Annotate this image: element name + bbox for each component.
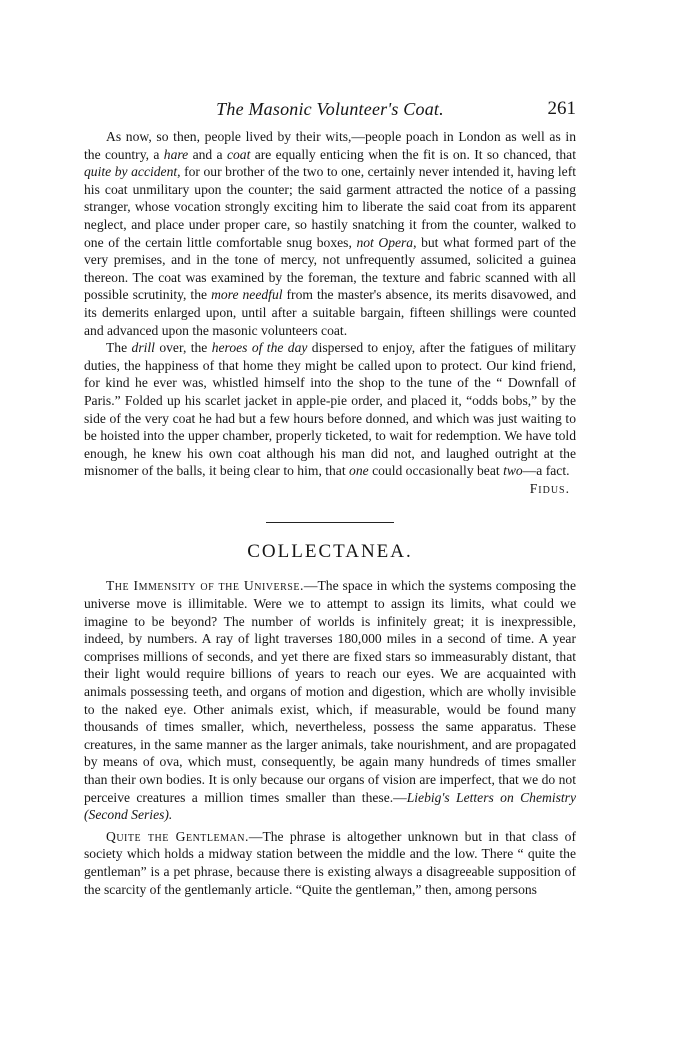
section-divider <box>266 522 394 523</box>
page <box>84 98 576 898</box>
item-heading: The Immensity of the Universe. <box>106 578 304 594</box>
story-paragraph-2: The drill over, the heroes of the day dispersed to enjoy, after the fatigues of military duties, the happiness of that home they might be called upon to protect. Our kind friend, for kind he ever was, whistled himself into the shop to the tune of the “ Downfall of Paris.” Folded up his scarlet jacket in apple-pie order, and placed it, “odds bobs,” by the side of the very coat he had but a few hours before donned, and which was just waiting to be hoisted into the upper chamber, properly ticketed, to wait for redemption. We have told enough, he knew his own coat although his man did not, and laughed outright at the misnomer of the balls, it being clear to him, that one could occasionally beat two—a fact. <box>84 340 577 479</box>
item-heading: Quite the Gentleman. <box>106 828 249 844</box>
story-paragraph-1: As now, so then, people lived by their wits,—people poach in London as well as in the country, a hare and a coat are equally enticing when the fit is on. It so chanced, that quite by accident, for our brother of the two to one, certainly never intended it, having left his coat unmilitary upon the counter; the said garment attracted the notice of a passing stranger, whose vocation strongly exciting him to liberate the said coat from its apparent neglect, and place under proper care, so hastily snatching it from the counter, walked to one of the certain little comfortable snug boxes, not Opera, but what formed part of the very premises, and in the tone of mercy, not unfrequently assumed, solicited a guinea thereon. The coat was examined by the foreman, the texture and fabric scanned with all possible scrutinity, the more needful from the master's absence, its merits disavowed, and its demerits enlarged upon, until after a suitable bargain, fifteen shillings were counted and advanced upon the masonic volunteers coat. <box>84 129 577 338</box>
section-title: COLLECTANEA. <box>247 541 413 563</box>
citation: Liebig's Letters on Chemistry (Second Series). <box>84 789 576 823</box>
collectanea-item-gentleman: Quite the Gentleman.—The phrase is altogether unknown but in that class of society which holds a midway station between the middle and the low. There “ quite the gentleman” is a pet phrase, because there is existing always a disagreeable supposition of the scarcity of the gentlemanly article. “Quite the gentleman,” then, among persons <box>84 828 576 897</box>
collectanea-item-universe: The Immensity of the Universe.—The space in which the systems composing the universe move is illimitable. Were we to attempt to assign its limits, what could we imagine to be beyond? The number of worlds is infinitely great; it is inexpressible, indeed, by numbers. A ray of light traverses 180,000 miles in a second of time. A year comprises millions of seconds, and yet there are fixed stars so immeasurably distant, that their light would require billions of years to reach our eyes. We are acquainted with animals possessing teeth, and organs of motion and digestion, which are wholly invisible to the naked eye. Other animals exist, which, if measurable, would be found many thousands of times smaller, which, nevertheless, possess the same apparatus. These creatures, in the same manner as the larger animals, take nourishment, and are propagated by means of ova, which must, consequently, be again many hundreds of times smaller than their own bodies. It is only because our organs of vision are imperfect, that we do not perceive creatures a million times smaller than these.—Liebig's Letters on Chemistry (Second Series). <box>84 578 576 823</box>
story-signature: Fidus. <box>529 480 570 496</box>
running-head <box>84 98 576 128</box>
running-title: The Masonic Volunteer's Coat. <box>216 99 444 119</box>
page-number: 261 <box>547 98 576 119</box>
